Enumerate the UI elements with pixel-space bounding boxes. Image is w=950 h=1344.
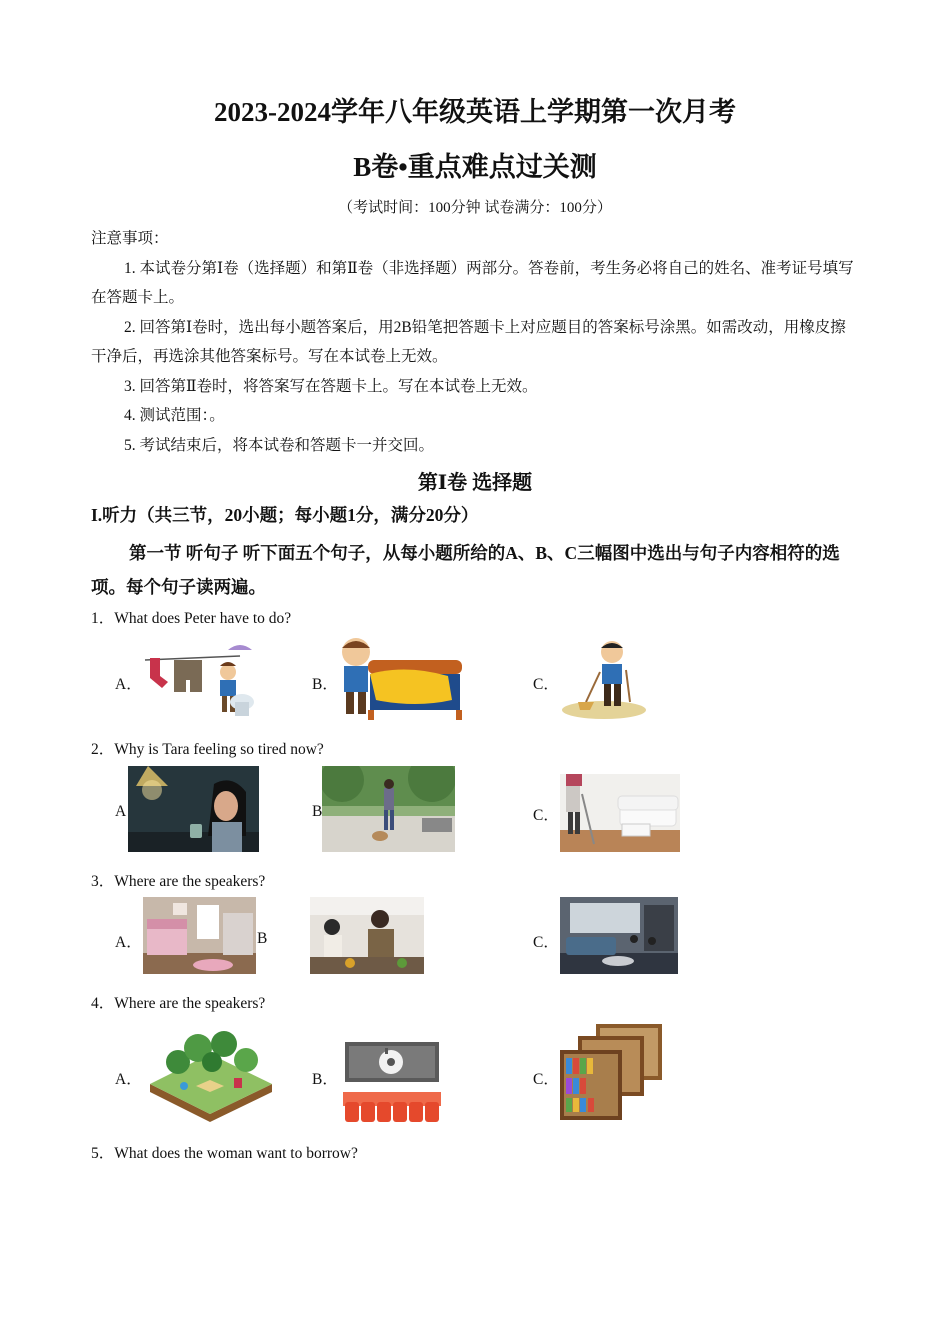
option-label: A． [115, 1071, 142, 1088]
notes-section [91, 224, 861, 460]
making-bed-image [336, 634, 466, 722]
washing-clothes-image [140, 636, 260, 722]
note-item: 4. 测试范围：。 [124, 407, 225, 424]
question-2: 2．Why is Tara feeling so tired now? [91, 741, 324, 758]
bedroom-photo [143, 897, 256, 974]
option-label: B [312, 803, 323, 820]
option-label: B [257, 930, 268, 947]
option-label: A． [115, 676, 142, 693]
note-item: 5. 考试结束后，将本试卷和答题卡一并交回。 [124, 436, 435, 454]
option-label: A． [115, 934, 142, 951]
section-title: 第Ⅰ卷 选择题 [417, 472, 533, 494]
living-room-photo [560, 897, 678, 974]
question-1: 1．What does Peter have to do? [91, 610, 292, 627]
question-5: 5．What does the woman want to borrow? [91, 1145, 358, 1162]
exam-subtitle: B卷•重点难点过关测 [353, 152, 597, 182]
mopping-room-photo [560, 774, 680, 852]
park-image [148, 1022, 274, 1122]
question-3: 3．Where are the speakers? [91, 873, 266, 890]
tired-woman-photo [128, 766, 259, 852]
option-label: B． [312, 676, 338, 693]
sweeping-floor-image [560, 636, 648, 722]
question-4: 4．Where are the speakers? [91, 995, 266, 1012]
option-label: C． [533, 1071, 559, 1088]
option-label: C． [533, 807, 559, 824]
note-item: 3. 回答第Ⅱ卷时，将答案写在答题卡上。写在本试卷上无效。 [124, 377, 538, 395]
walking-dog-photo [322, 766, 455, 852]
option-label: C． [533, 934, 559, 951]
notes-heading: 注意事项： [91, 230, 169, 247]
library-bookshelves-image [560, 1022, 664, 1122]
exam-title: 2023-2024学年八年级英语上学期第一次月考 [214, 97, 736, 127]
listening-instruction: 第一节 听句子 听下面五个句子，从每小题所给的A、B、C三幅图中选出与句子内容相符的选项。每个句子读两遍。 [91, 543, 840, 597]
option-label: A [115, 803, 127, 820]
option-label: C． [533, 676, 559, 693]
note-item: 1. 本试卷分第Ⅰ卷（选择题）和第Ⅱ卷（非选择题）两部分。答卷前，考生务必将自己的姓名、准考证号填写在答题卡上。 [91, 259, 854, 306]
note-item: 2. 回答第Ⅰ卷时，选出每小题答案后，用2B铅笔把答题卡上对应题目的答案标号涂黑。如需改动，用橡皮擦干净后，再选涂其他答案标号。写在本试卷上无效。 [91, 318, 846, 365]
option-label: B． [312, 1071, 338, 1088]
exam-time-info: （考试时间：100分钟 试卷满分：100分） [338, 200, 612, 216]
kitchen-photo [310, 897, 424, 974]
cinema-image [341, 1040, 443, 1124]
part-title: I.听力（共三节，20小题；每小题1分，满分20分） [91, 505, 479, 525]
